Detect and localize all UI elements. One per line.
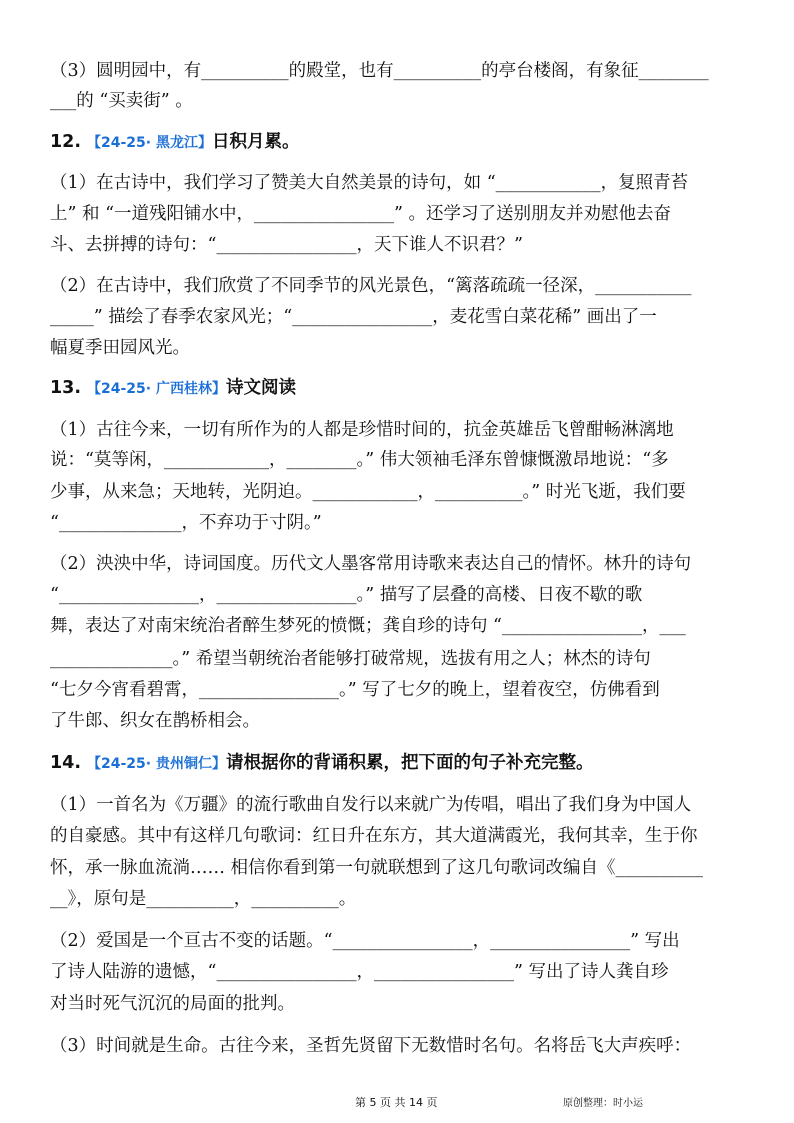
question-number: 14. bbox=[50, 753, 82, 773]
text-line: “七夕今宵看碧霄，________________。” 写了七夕的晚上，望着夜空，仿佛看到 bbox=[50, 680, 660, 700]
question-12-title bbox=[50, 130, 744, 155]
text-line: 舞，表达了对南宋统治者醉生梦死的愤慨；龚自珍的诗句 “________________，___ bbox=[50, 616, 686, 636]
text-line: 了诗人陆游的遗憾，“________________，________________” 写出了诗人龚自珍 bbox=[50, 962, 669, 982]
text-line: （1）古往今来，一切有所作为的人都是珍惜时间的，抗金英雄岳飞曾酣畅淋漓地 bbox=[50, 420, 674, 440]
question-source-tag: 【24-25· 黑龙江】 bbox=[87, 135, 212, 151]
text-line: （2）泱泱中华，诗词国度。历代文人墨客常用诗歌来表达自己的情怀。林升的诗句 bbox=[50, 554, 692, 574]
text-line: ______________。” 希望当朝统治者能够打破常规，选拔有用之人；林杰的诗句 bbox=[50, 649, 651, 669]
text-line: __》，原句是__________，__________。 bbox=[50, 889, 357, 909]
text-line: 幅夏季田园风光。 bbox=[50, 338, 190, 358]
text-line: _____” 描绘了春季农家风光；“________________，麦花雪白菜花稀” 画出了一 bbox=[50, 307, 657, 327]
text-line: “________________，________________。” 描写了层叠的高楼、日夜不歇的歌 bbox=[50, 585, 643, 605]
text-line: 少事，从来急；天地转，光阴迫。____________，__________。” 时光飞逝，我们要 bbox=[50, 482, 686, 502]
question-topic: 请根据你的背诵积累，把下面的句子补充完整。 bbox=[225, 753, 594, 773]
footer-credit: 原创整理：时小运 bbox=[563, 1098, 643, 1109]
question-source-tag: 【24-25· 广西桂林】 bbox=[87, 381, 226, 397]
text-line: 了牛郎、织女在鹊桥相会。 bbox=[50, 711, 260, 731]
question-number: 12. bbox=[50, 132, 82, 152]
text-line: “______________，不弃功于寸阴。” bbox=[50, 513, 322, 533]
text-line: 怀，承一脉血流淌…… 相信你看到第一句就联想到了这几句歌词改编自《__________ bbox=[50, 858, 704, 878]
text-line: 斗、去拼搏的诗句：“________________，天下谁人不识君？” bbox=[50, 235, 523, 255]
text-line: 的自豪感。其中有这样几句歌词：红日升在东方，其大道满霞光，我何其幸，生于你 bbox=[50, 826, 698, 846]
question-topic: 诗文阅读 bbox=[225, 378, 296, 398]
text-line: （2）爱国是一个亘古不变的话题。“________________，________________” 写出 bbox=[50, 931, 680, 951]
text-line: （1）一首名为《万疆》的流行歌曲自发行以来就广为传唱，唱出了我们身为中国人 bbox=[50, 795, 692, 815]
text-line: 对当时死气沉沉的局面的批判。 bbox=[50, 994, 295, 1014]
question-topic: 日积月累。 bbox=[211, 132, 300, 152]
question-number: 13. bbox=[50, 378, 82, 398]
question-13-title bbox=[50, 376, 744, 401]
question-14-title bbox=[50, 751, 744, 776]
text-line: （3）圆明园中，有__________的殿堂，也有__________的亭台楼阁，有象征________ bbox=[50, 61, 709, 81]
text-line: （2）在古诗中，我们欣赏了不同季节的风光景色，“篱落疏疏一径深，___________ bbox=[50, 276, 692, 296]
text-line: （3）时间就是生命。古往今来，圣哲先贤留下无数惜时名句。名将岳飞大声疾呼： bbox=[50, 1036, 692, 1056]
page-number: 第 5 页 共 14 页 bbox=[355, 1096, 438, 1109]
text-line: 上” 和 “一道残阳铺水中，________________” 。还学习了送别朋友并劝慰他去奋 bbox=[50, 204, 672, 224]
text-line: （1）在古诗中，我们学习了赞美大自然美景的诗句，如 “____________，复照青苔 bbox=[50, 173, 689, 193]
question-source-tag: 【24-25· 贵州铜仁】 bbox=[87, 756, 226, 772]
text-line: 说：“莫等闲，____________，________。” 伟大领袖毛泽东曾慷慨激昂地说：“多 bbox=[50, 450, 669, 470]
text-line: ___的 “买卖街” 。 bbox=[50, 91, 193, 111]
